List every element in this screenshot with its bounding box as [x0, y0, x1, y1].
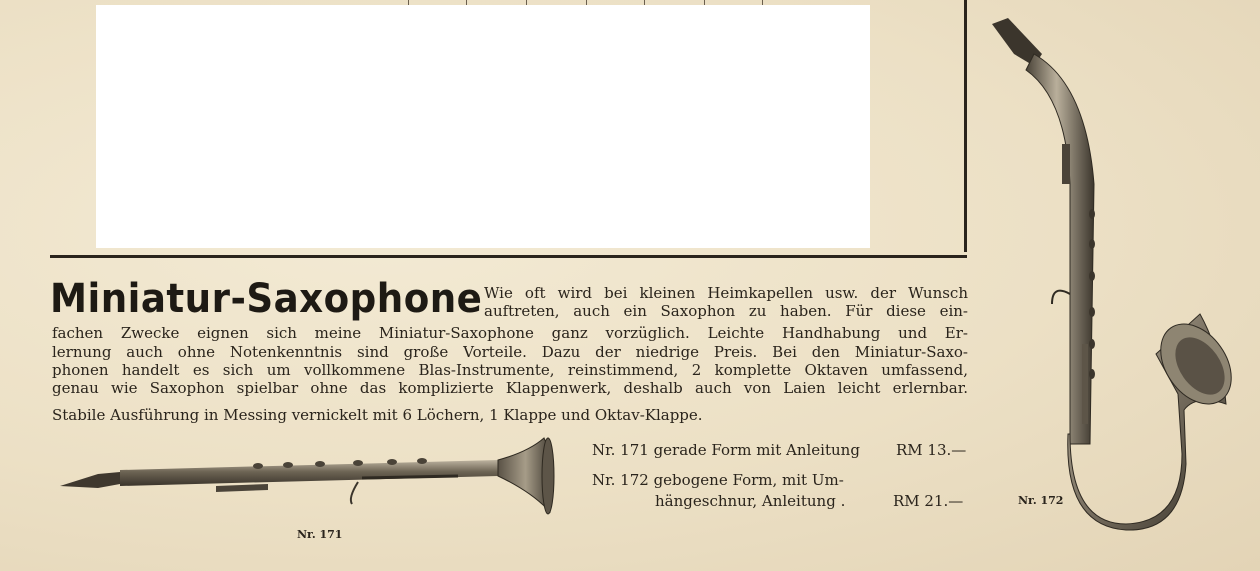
product-171-label: Nr. 171 gerade Form mit Anleitung: [592, 441, 860, 459]
frame-bottom-rule: [50, 255, 967, 258]
description-line: fachen Zwecke eignen sich meine Miniatur-Saxophone ganz vorzüglich. Leichte Handhabung und Er-: [52, 324, 968, 342]
curved-saxophone-icon: [986, 14, 1236, 534]
frame-right-rule: [964, 0, 967, 252]
product-172-price: RM 21.—: [893, 492, 964, 510]
description-line: Wie oft wird bei kleinen Heimkapellen usw. der Wunsch: [484, 284, 968, 302]
headline-title: Miniatur-Saxophone: [50, 276, 483, 322]
caption-172: Nr. 172: [1018, 494, 1064, 507]
product-171-price: RM 13.—: [896, 441, 967, 459]
product-172-label-line1: Nr. 172 gebogene Form, mit Um-: [592, 471, 844, 489]
description-line: genau wie Saxophon spielbar ohne das komplizierte Klappenwerk, deshalb auch von Laien leicht erlernbar.: [52, 379, 968, 397]
redacted-area: [96, 5, 870, 248]
description-line: phonen handelt es sich um vollkommene Blas-Instrumente, reinstimmend, 2 komplette Oktaven umfassend,: [52, 361, 968, 379]
product-172-label-line2: hängeschnur, Anleitung .: [655, 492, 846, 510]
description-line: Stabile Ausführung in Messing vernickelt mit 6 Löchern, 1 Klappe und Oktav-Klappe.: [52, 406, 703, 424]
caption-171: Nr. 171: [297, 528, 343, 541]
description-line: lernung auch ohne Notenkenntnis sind große Vorteile. Dazu der niedrige Preis. Bei den Miniatur-Saxo-: [52, 343, 968, 361]
straight-saxophone-icon: [58, 432, 558, 522]
description-line: auftreten, auch ein Saxophon zu haben. Für diese ein-: [484, 302, 968, 320]
